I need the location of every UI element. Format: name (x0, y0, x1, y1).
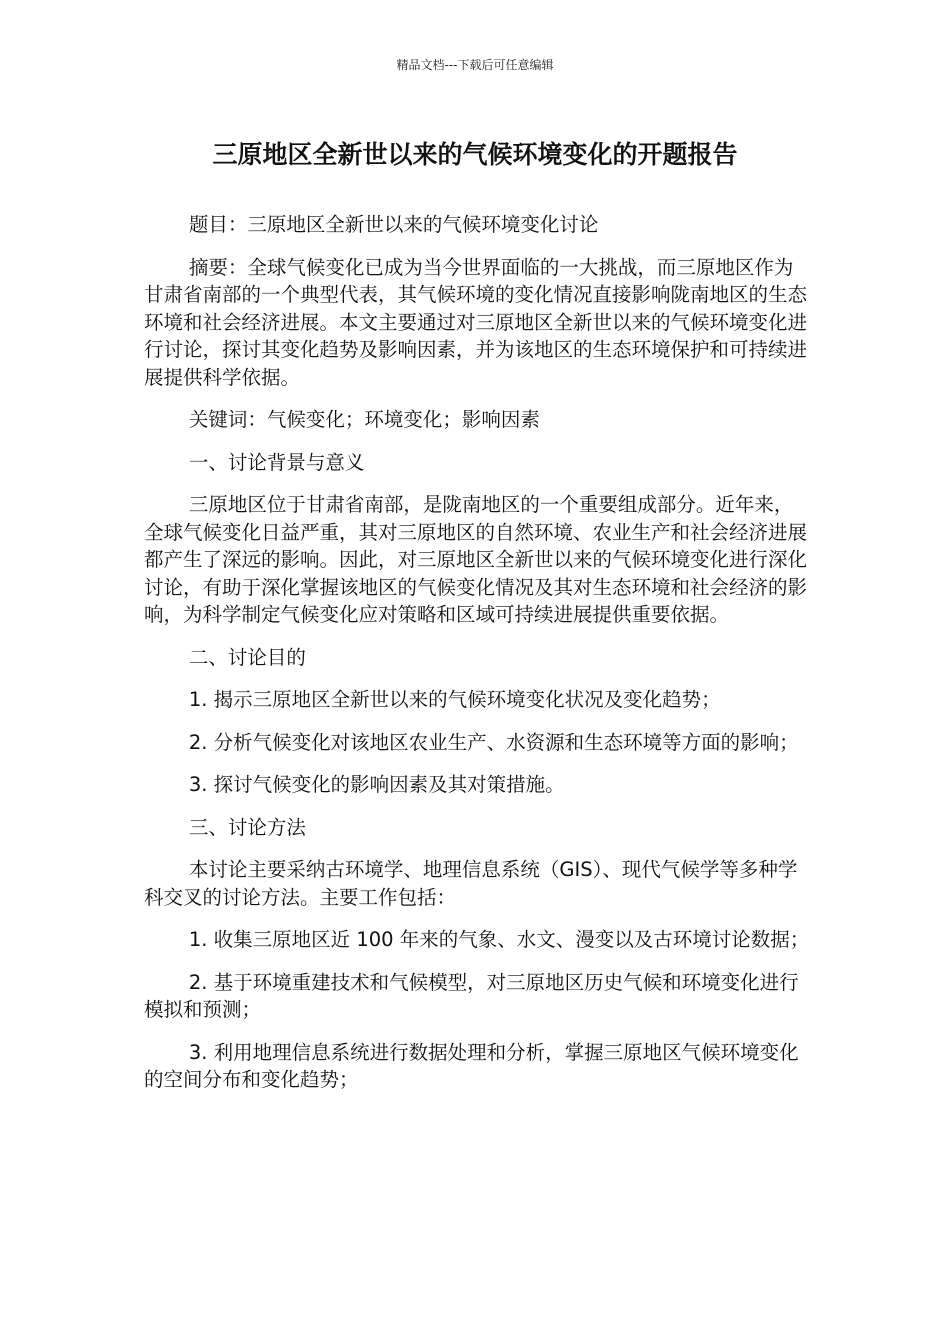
methods-paragraph: 本讨论主要采纳古环境学、地理信息系统（GIS）、现代气候学等多种学科交叉的讨论方法。主要工作包括： (144, 858, 798, 909)
keywords-paragraph: 关键词：气候变化；环境变化；影响因素 (188, 408, 540, 431)
document-title: 三原地区全新世以来的气候环境变化的开题报告 (212, 140, 738, 169)
method-item-1: 1. 收集三原地区近 100 年来的气象、水文、漫变以及古环境讨论数据； (188, 928, 810, 951)
objective-item-3: 3. 探讨气候变化的影响因素及其对策措施。 (188, 773, 565, 796)
section-heading-objectives: 二、讨论目的 (188, 645, 306, 669)
section-heading-background: 一、讨论背景与意义 (188, 450, 365, 474)
abstract-paragraph: 摘要：全球气候变化已成为当今世界面临的一大挑战，而三原地区作为甘肃省南部的一个典型代表，其气候环境的变化情况直接影响陇南地区的生态环境和社会经济进展。本文主要通过对三原地区全新世以来的气候环境变化进行讨论，探讨其变化趋势及影响因素，并为该地区的生态环境保护和可持续进展提供科学依据。 (144, 255, 808, 389)
objective-item-2: 2. 分析气候变化对该地区农业生产、水资源和生态环境等方面的影响； (188, 730, 799, 754)
section-heading-methods: 三、讨论方法 (188, 815, 306, 839)
topic-paragraph: 题目：三原地区全新世以来的气候环境变化讨论 (188, 213, 599, 236)
document-body (144, 211, 810, 1109)
objective-item-1: 1. 揭示三原地区全新世以来的气候环境变化状况及变化趋势； (188, 688, 721, 711)
background-paragraph: 三原地区位于甘肃省南部，是陇南地区的一个重要组成部分。近年来，全球气候变化日益严重，其对三原地区的自然环境、农业生产和社会经济进展都产生了深远的影响。因此，对三原地区全新世以来的气候环境变化进行深化讨论，有助于深化掌握该地区的气候变化情况及其对生态环境和社会经济的影响，为科学制定气候变化应对策略和区域可持续进展提供重要依据。 (144, 493, 808, 626)
method-item-2: 2. 基于环境重建技术和气候模型，对三原地区历史气候和环境变化进行模拟和预测； (144, 970, 799, 1021)
method-item-3: 3. 利用地理信息系统进行数据处理和分析，掌握三原地区气候环境变化的空间分布和变化趋势； (144, 1040, 799, 1091)
header-note: 精品文档---下载后可任意编辑 (396, 58, 554, 72)
